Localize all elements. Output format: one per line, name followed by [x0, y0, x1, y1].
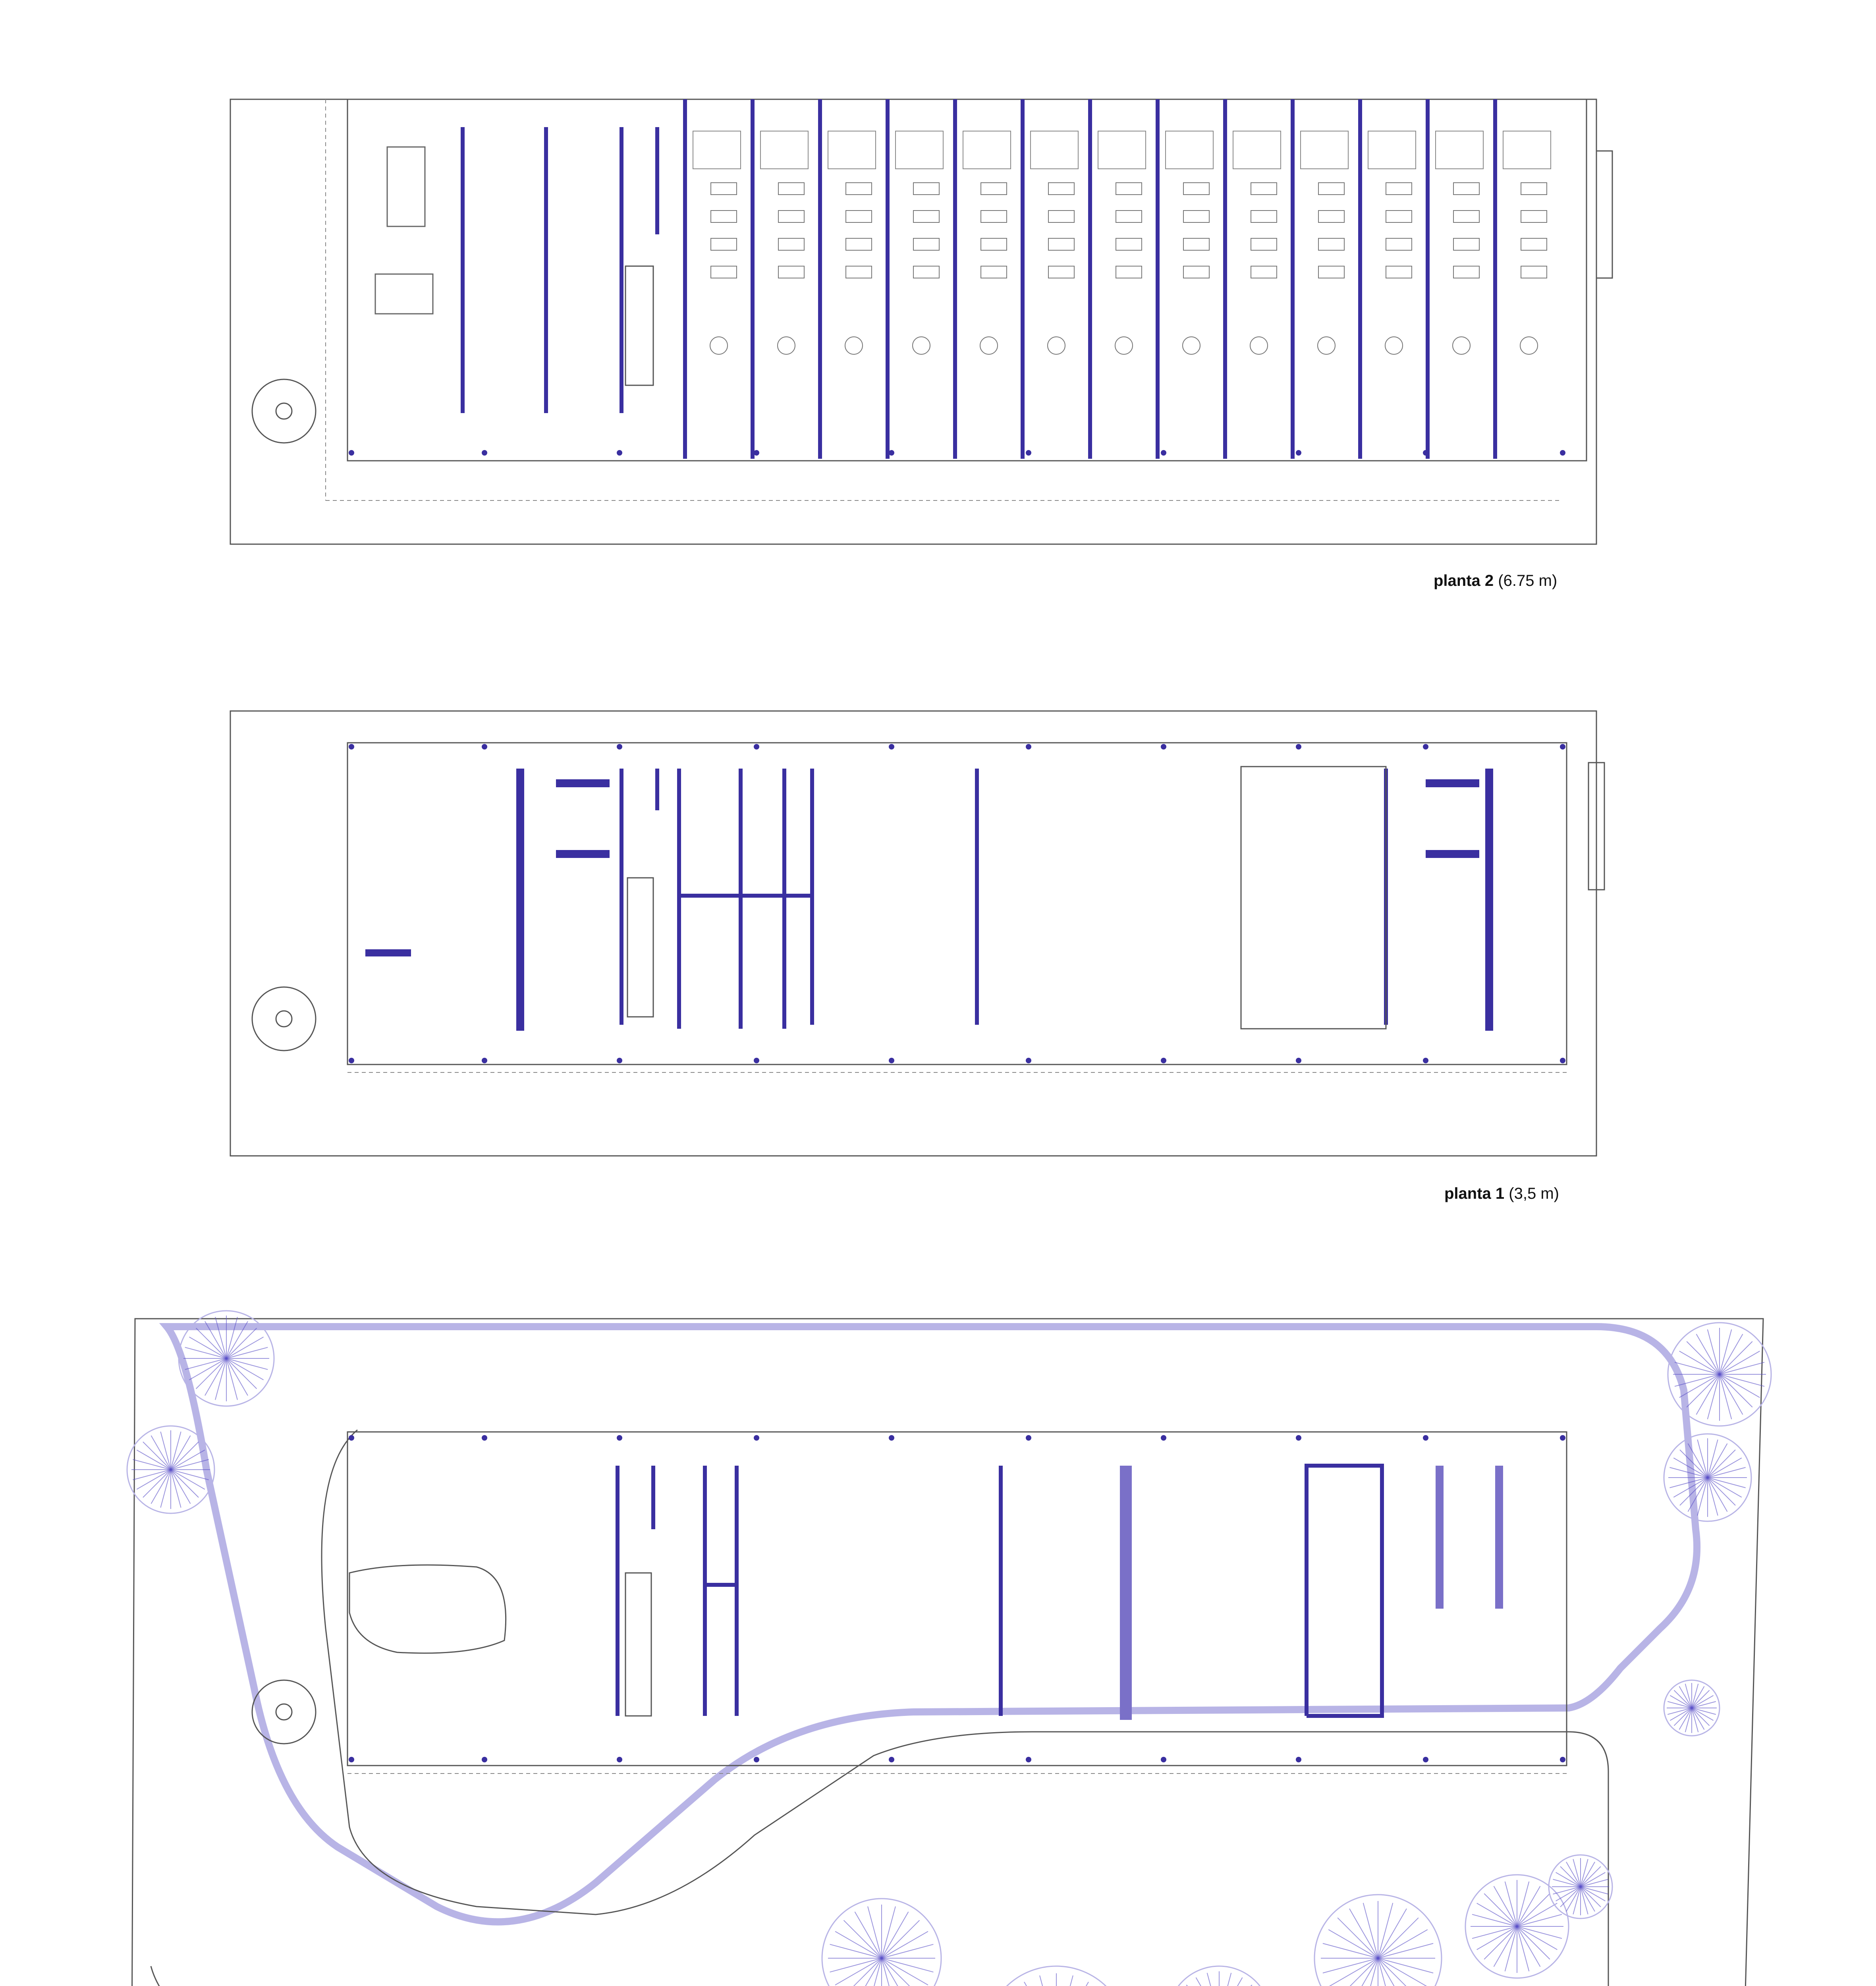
- columns: [349, 744, 1565, 1063]
- column: [1296, 1757, 1301, 1762]
- desk: [913, 211, 939, 222]
- column: [1026, 1058, 1031, 1063]
- plan-caption-level-2: [1434, 572, 1557, 590]
- column: [482, 1058, 487, 1063]
- column: [1161, 744, 1166, 750]
- bathroom: [1031, 131, 1078, 169]
- bathroom: [1436, 131, 1483, 169]
- bed: [375, 274, 433, 314]
- column: [349, 1757, 354, 1762]
- desk: [1048, 266, 1074, 278]
- plan-level: (3,5 m): [1509, 1185, 1559, 1202]
- dorm-units: [685, 99, 1551, 459]
- site-boundary: [131, 1319, 1763, 1986]
- column: [349, 1058, 354, 1063]
- table: [1385, 337, 1403, 354]
- column: [754, 1058, 759, 1063]
- desk: [1048, 238, 1074, 250]
- desk: [913, 238, 939, 250]
- desk: [778, 238, 804, 250]
- column: [1161, 1435, 1166, 1441]
- desk: [1521, 266, 1547, 278]
- staircase: [625, 1573, 651, 1716]
- desk: [1521, 211, 1547, 222]
- column: [1296, 450, 1301, 456]
- plan-title: planta 2: [1434, 572, 1494, 589]
- desk: [1453, 211, 1479, 222]
- bathroom: [1098, 131, 1146, 169]
- desk: [711, 183, 737, 195]
- sofa-set: [387, 147, 425, 226]
- column: [889, 1058, 894, 1063]
- desk: [1453, 266, 1479, 278]
- desk: [1386, 183, 1412, 195]
- bathroom: [760, 131, 808, 169]
- column: [1423, 450, 1428, 456]
- spiral-stair: [252, 987, 316, 1051]
- desk: [1183, 183, 1209, 195]
- table: [778, 337, 795, 354]
- column: [1423, 1435, 1428, 1441]
- desk: [981, 211, 1007, 222]
- column: [754, 1757, 759, 1762]
- table: [1183, 337, 1200, 354]
- column: [617, 450, 622, 456]
- column: [1026, 744, 1031, 750]
- desk: [711, 238, 737, 250]
- desk: [1453, 238, 1479, 250]
- table: [845, 337, 863, 354]
- column: [754, 1435, 759, 1441]
- desk: [981, 183, 1007, 195]
- column: [1423, 1757, 1428, 1762]
- column: [889, 1757, 894, 1762]
- desk: [1386, 211, 1412, 222]
- desk: [1251, 183, 1277, 195]
- trees: [127, 1311, 1771, 1986]
- desk: [913, 266, 939, 278]
- desk: [1318, 238, 1344, 250]
- desk: [846, 211, 872, 222]
- table: [980, 337, 998, 354]
- planter: [349, 1565, 506, 1653]
- desk: [1048, 183, 1074, 195]
- desk: [981, 238, 1007, 250]
- desk: [846, 238, 872, 250]
- desk: [778, 211, 804, 222]
- column: [754, 450, 759, 456]
- column: [1026, 450, 1031, 456]
- column: [889, 1435, 894, 1441]
- bathroom: [1233, 131, 1281, 169]
- column: [617, 744, 622, 750]
- desk: [1251, 238, 1277, 250]
- desk: [1116, 211, 1142, 222]
- desk: [1251, 266, 1277, 278]
- column: [1296, 1058, 1301, 1063]
- plan-title: planta 1: [1444, 1185, 1505, 1202]
- plan-level-1: [230, 711, 1604, 1156]
- desk: [1318, 183, 1344, 195]
- desk: [1453, 183, 1479, 195]
- table: [1048, 337, 1065, 354]
- desk: [1183, 211, 1209, 222]
- table: [1453, 337, 1470, 354]
- column: [1560, 1435, 1565, 1441]
- table: [1318, 337, 1335, 354]
- column: [1296, 1435, 1301, 1441]
- column: [1296, 744, 1301, 750]
- column: [482, 744, 487, 750]
- exterior-stair: [1596, 151, 1612, 278]
- column: [1026, 1757, 1031, 1762]
- bathroom: [1503, 131, 1551, 169]
- bathroom: [1301, 131, 1348, 169]
- desk: [1116, 266, 1142, 278]
- column: [1161, 1058, 1166, 1063]
- staircase: [625, 266, 653, 385]
- spiral-stair: [252, 379, 316, 443]
- column: [1423, 744, 1428, 750]
- column: [482, 1435, 487, 1441]
- table: [1250, 337, 1268, 354]
- bathroom: [828, 131, 876, 169]
- bathroom: [693, 131, 741, 169]
- column: [889, 744, 894, 750]
- desk: [778, 183, 804, 195]
- column: [1161, 450, 1166, 456]
- desk: [846, 266, 872, 278]
- column: [349, 450, 354, 456]
- staircase: [627, 878, 653, 1017]
- plan-level: (6.75 m): [1498, 572, 1558, 589]
- desk: [1251, 211, 1277, 222]
- column: [482, 450, 487, 456]
- desk: [846, 183, 872, 195]
- desk: [1318, 211, 1344, 222]
- desk: [1183, 266, 1209, 278]
- bathroom: [1166, 131, 1213, 169]
- bathroom: [896, 131, 943, 169]
- table: [1115, 337, 1133, 354]
- desk: [1318, 266, 1344, 278]
- column: [617, 1058, 622, 1063]
- desk: [913, 183, 939, 195]
- column: [349, 1435, 354, 1441]
- plan-level-0: [127, 1311, 1771, 1986]
- desk: [1116, 238, 1142, 250]
- table: [913, 337, 930, 354]
- column: [617, 1435, 622, 1441]
- desk: [981, 266, 1007, 278]
- plan-level-2: [230, 99, 1612, 544]
- table: [710, 337, 728, 354]
- access-ramp: [167, 1327, 1697, 1922]
- desk: [1183, 238, 1209, 250]
- desk: [711, 266, 737, 278]
- column: [1560, 450, 1565, 456]
- desk: [1521, 238, 1547, 250]
- column: [754, 744, 759, 750]
- column: [617, 1757, 622, 1762]
- column: [1423, 1058, 1428, 1063]
- desk: [1521, 183, 1547, 195]
- column: [349, 744, 354, 750]
- desk: [778, 266, 804, 278]
- column: [482, 1757, 487, 1762]
- column: [1560, 1058, 1565, 1063]
- column: [1026, 1435, 1031, 1441]
- column: [889, 450, 894, 456]
- bathroom: [963, 131, 1011, 169]
- column: [1161, 1757, 1166, 1762]
- desk: [1386, 266, 1412, 278]
- plan-caption-level-1: [1444, 1185, 1559, 1203]
- double-height-void: [1241, 767, 1386, 1029]
- desk: [1386, 238, 1412, 250]
- column: [1560, 744, 1565, 750]
- table: [1520, 337, 1538, 354]
- column: [1560, 1757, 1565, 1762]
- desk: [1048, 211, 1074, 222]
- desk: [1116, 183, 1142, 195]
- bathroom: [1368, 131, 1416, 169]
- desk: [711, 211, 737, 222]
